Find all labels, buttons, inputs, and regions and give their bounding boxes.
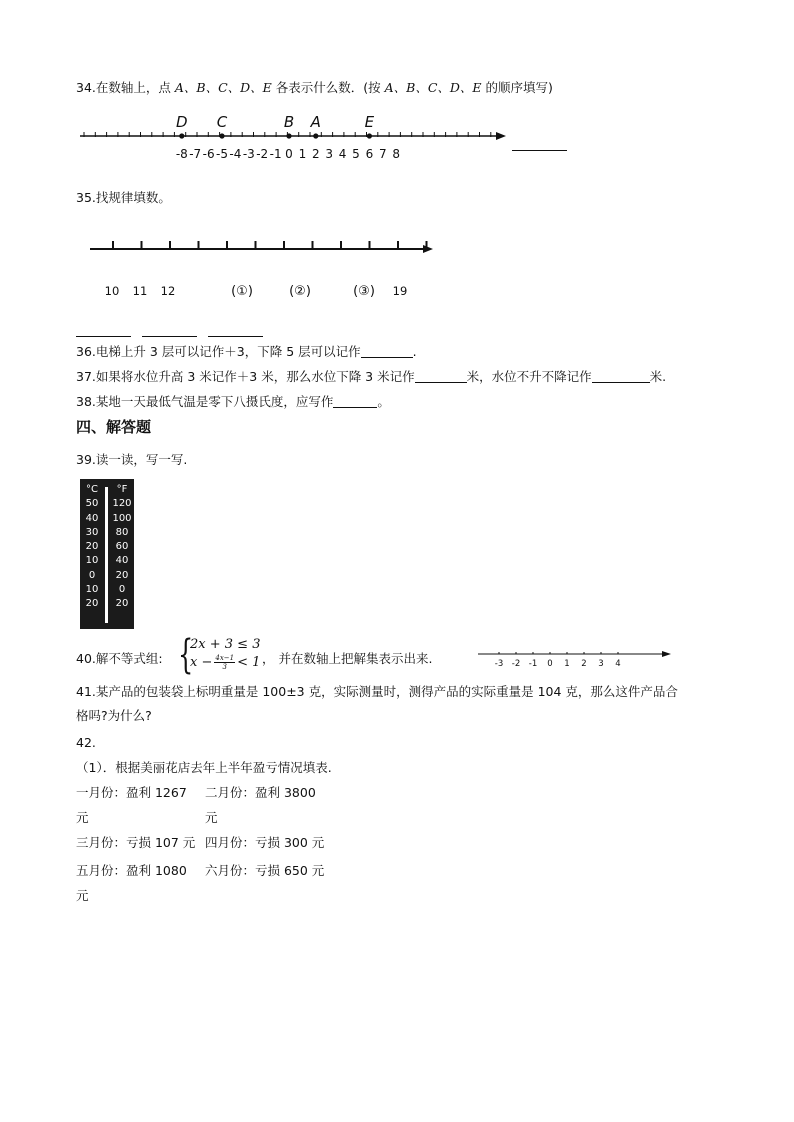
jan-unit: 元 (76, 810, 89, 825)
q34-letters-order: A、B、C、D、E (384, 80, 482, 95)
point-c (219, 133, 224, 138)
q42-subquestion: （1）．根据美丽花店去年上半年盈亏情况填表. (76, 760, 332, 775)
q35-answer-blanks (76, 320, 263, 339)
q34-prompt: 34.在数轴上，点 A、B、C、D、E 各表示什么数．(按 A、B、C、D、E 的顺序填写) (76, 80, 553, 95)
q36-blank[interactable] (361, 345, 413, 358)
q35-blank-1[interactable] (76, 324, 131, 337)
inequality-2: x − $\frac{4x-1}{3}$ < 1 (190, 654, 261, 671)
jan-record: 一月份：盈利 1267 (76, 785, 187, 800)
fahrenheit-value: 0 (118, 584, 126, 596)
apr-record: 四月份：亏损 300 元 (205, 835, 325, 850)
q39-title: 39.读一读，写一写. (76, 452, 188, 467)
q35-number-line (80, 232, 440, 302)
celsius-value: 30 (85, 526, 99, 538)
tick-label: 6 (365, 147, 374, 161)
axis-arrow (662, 651, 671, 657)
tick-label: 2 (311, 147, 320, 161)
fahrenheit-value: 60 (115, 541, 129, 553)
fahrenheit-value: 20 (115, 598, 129, 610)
section-title: 四、解答题 (76, 418, 152, 436)
q35-blank-2[interactable] (142, 324, 197, 337)
celsius-value: 10 (85, 555, 99, 567)
fahrenheit-scale (109, 483, 135, 612)
tick-label: -1 (269, 147, 282, 161)
axis-arrow (496, 132, 506, 140)
tick-label: -6 (202, 147, 215, 161)
q41-line-2: 格吗?为什么? (76, 708, 152, 723)
number-label: 19 (392, 284, 408, 298)
blank-label: (②) (289, 284, 311, 299)
axis-arrow (423, 245, 433, 253)
q34-letters: A、B、C、D、E (174, 80, 272, 95)
fraction: $\frac{4x-1}{3}$ (215, 654, 235, 671)
tick-label: -4 (229, 147, 242, 161)
tick-label: 3 (325, 147, 334, 161)
feb-record: 二月份：盈利 3800 (205, 785, 316, 800)
thermometer-image (80, 479, 134, 629)
celsius-scale (81, 483, 103, 612)
q36-prompt: 36.电梯上升 3 层可以记作＋3，下降 5 层可以记作 . (76, 344, 417, 359)
fahrenheit-value: 40 (115, 555, 129, 567)
tick-label: 4 (615, 659, 621, 669)
tick-label: -3 (494, 659, 504, 669)
tick-label: -5 (216, 147, 228, 161)
blank-label: (①) (231, 284, 253, 299)
thermometer-tube (105, 487, 108, 623)
q37-blank-1[interactable] (415, 370, 467, 383)
blank-label: (③) (353, 284, 375, 299)
tick-label: 8 (392, 147, 401, 161)
q35-blank-3[interactable] (208, 324, 263, 337)
inequality-1: 2x + 3 ≤ 3 (190, 637, 261, 652)
tick-label: -8 (175, 147, 188, 161)
tick-label: -1 (528, 659, 538, 669)
point-label-d: D (176, 113, 188, 131)
celsius-value: 50 (85, 498, 99, 510)
q35-title: 35.找规律填数。 (76, 190, 171, 205)
feb-unit: 元 (205, 810, 218, 825)
celsius-value: 40 (85, 512, 99, 524)
celsius-value: 10 (85, 584, 99, 596)
brace: { (178, 632, 194, 678)
fahrenheit-value: 120 (112, 498, 132, 510)
celsius-value: 20 (85, 598, 99, 610)
fahrenheit-value: 20 (115, 569, 129, 581)
may-record: 五月份：盈利 1080 (76, 863, 187, 878)
tick-label: -7 (189, 147, 202, 161)
tick-label: 0 (285, 147, 293, 161)
number-label: 10 (104, 284, 120, 298)
point-label-e: E (364, 113, 375, 131)
tick-label: 1 (298, 147, 307, 161)
fahrenheit-unit: °F (116, 484, 128, 495)
tick-label: 4 (338, 147, 347, 161)
q38-blank[interactable] (333, 395, 377, 408)
q34-answer-blank[interactable] (512, 138, 567, 151)
mar-record: 三月份：亏损 107 元 (76, 835, 196, 850)
tick-label: 2 (581, 659, 587, 669)
tick-label: -2 (511, 659, 521, 669)
q42-number: 42. (76, 735, 96, 750)
point-a (313, 133, 318, 138)
tick-label: 3 (598, 659, 604, 669)
tick-label: -3 (242, 147, 255, 161)
number-label: 12 (160, 284, 176, 298)
may-unit: 元 (76, 888, 89, 903)
q40-suffix: ， 并在数轴上把解集表示出来. (262, 651, 433, 666)
point-e (367, 133, 372, 138)
point-b (286, 133, 291, 138)
tick-label: 5 (352, 147, 360, 161)
celsius-unit: °C (86, 484, 98, 495)
q38-prompt: 38.某地一天最低气温是零下八摄氏度，应写作 。 (76, 394, 390, 409)
q37-prompt: 37.如果将水位升高 3 米记作＋3 米，那么水位下降 3 米记作 米，水位不升不降记作 米. (76, 369, 667, 384)
point-label-a: A (310, 113, 321, 131)
q37-blank-2[interactable] (592, 370, 650, 383)
fahrenheit-value: 80 (115, 526, 129, 538)
point-label-b: B (283, 113, 295, 131)
number-label: 11 (132, 284, 148, 298)
q41-line-1: 41.某产品的包装袋上标明重量是 100±3 克，实际测量时，测得产品的实际重量是 104 克，那么这件产品合 (76, 684, 678, 699)
celsius-value: 20 (85, 541, 99, 553)
q40-prefix: 40.解不等式组: (76, 651, 163, 666)
q40-number-line (476, 645, 676, 669)
tick-label: -2 (256, 147, 269, 161)
tick-label: 7 (378, 147, 387, 161)
tick-label: 1 (564, 659, 570, 669)
point-label-c: C (216, 113, 228, 131)
point-d (179, 133, 184, 138)
fahrenheit-value: 100 (112, 512, 132, 524)
celsius-value: 0 (88, 569, 96, 581)
jun-record: 六月份：亏损 650 元 (205, 863, 325, 878)
tick-label: 0 (547, 659, 553, 669)
